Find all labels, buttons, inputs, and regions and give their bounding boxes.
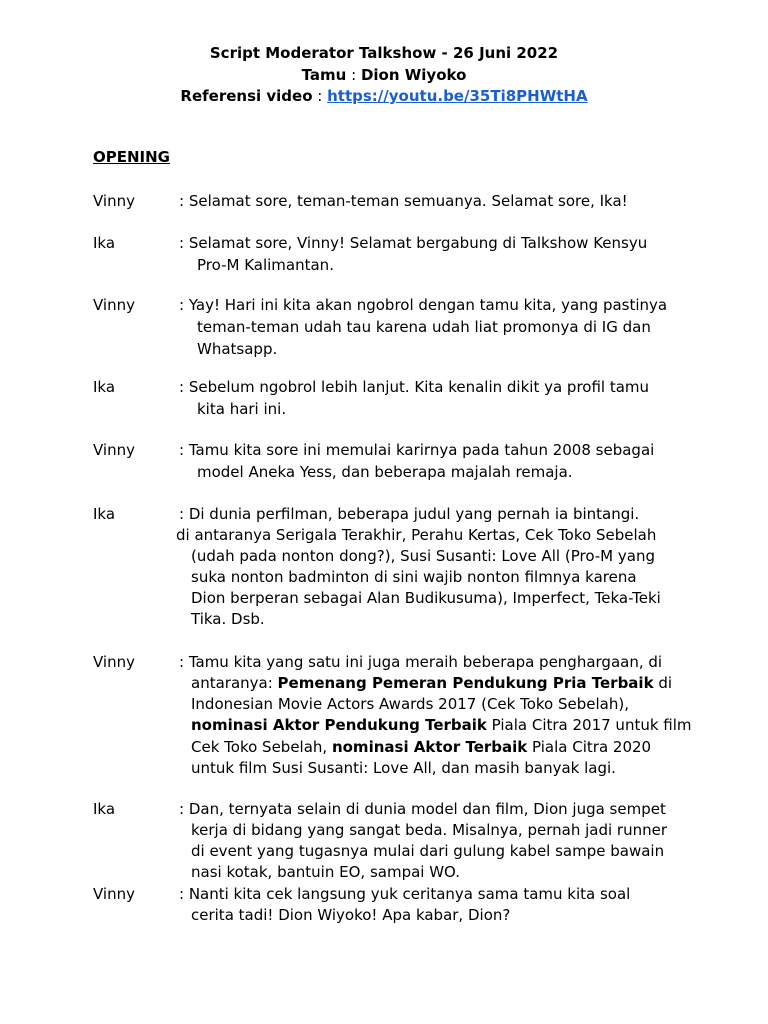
dialog-line xyxy=(191,738,651,756)
speaker-label: Vinny xyxy=(93,885,135,903)
dialog-line: di event yang tugasnya mulai dari gulung kabel sampe bawain xyxy=(191,842,665,860)
dialog-text: di xyxy=(653,674,673,692)
dialog-text: Piala Citra 2020 xyxy=(527,738,652,756)
guest-line xyxy=(0,66,768,84)
dialog-line: : Selamat sore, Vinny! Selamat bergabung di Talkshow Kensyu xyxy=(179,234,648,252)
speaker-label: Vinny xyxy=(93,441,135,459)
dialog-line: Whatsapp. xyxy=(197,340,278,358)
dialog-line: di antaranya Serigala Terakhir, Perahu Kertas, Cek Toko Sebelah xyxy=(176,526,657,544)
reference-separator: : xyxy=(312,87,328,105)
dialog-line xyxy=(191,716,692,734)
document-title: Script Moderator Talkshow - 26 Juni 2022 xyxy=(209,44,559,62)
dialog-line: untuk film Susi Susanti: Love All, dan masih banyak lagi. xyxy=(191,759,616,777)
dialog-text: antaranya: xyxy=(191,674,278,692)
award-nomination-text: nominasi Aktor Terbaik xyxy=(331,738,528,756)
dialog-line: : Yay! Hari ini kita akan ngobrol dengan tamu kita, yang pastinya xyxy=(179,296,668,314)
speaker-label: Vinny xyxy=(93,653,135,671)
section-title-opening: OPENING xyxy=(93,148,170,166)
dialog-line: : Tamu kita sore ini memulai karirnya pada tahun 2008 sebagai xyxy=(179,441,655,459)
dialog-line: : Selamat sore, teman-teman semuanya. Selamat sore, Ika! xyxy=(179,192,628,210)
dialog-line: (udah pada nonton dong?), Susi Susanti: Love All (Pro-M yang xyxy=(191,547,655,565)
award-winner-text: Pemenang Pemeran Pendukung Pria Terbaik xyxy=(277,674,654,692)
speaker-label: Ika xyxy=(93,234,116,252)
dialog-line: suka nonton badminton di sini wajib nonton filmnya karena xyxy=(191,568,637,586)
speaker-label: Ika xyxy=(93,800,116,818)
dialog-text: Piala Citra 2017 untuk film xyxy=(486,716,692,734)
dialog-line: Indonesian Movie Actors Awards 2017 (Cek Toko Sebelah), xyxy=(191,695,629,713)
dialog-line: teman-teman udah tau karena udah liat promonya di IG dan xyxy=(197,318,651,336)
dialog-line: : Tamu kita yang satu ini juga meraih beberapa penghargaan, di xyxy=(179,653,663,671)
guest-separator: : xyxy=(346,66,361,84)
speaker-label: Ika xyxy=(93,505,116,523)
dialog-line: : Sebelum ngobrol lebih lanjut. Kita kenalin dikit ya profil tamu xyxy=(179,378,650,396)
dialog-line: : Di dunia perfilman, beberapa judul yang pernah ia bintangi. xyxy=(179,505,640,523)
speaker-label: Ika xyxy=(93,378,116,396)
dialog-line: model Aneka Yess, dan beberapa majalah remaja. xyxy=(197,463,573,481)
dialog-line: kita hari ini. xyxy=(197,400,287,418)
dialog-text: Cek Toko Sebelah, xyxy=(191,738,332,756)
dialog-line: Dion berperan sebagai Alan Budikusuma), Imperfect, Teka-Teki xyxy=(191,589,661,607)
speaker-label: Vinny xyxy=(93,296,135,314)
dialog-line xyxy=(191,674,672,692)
guest-label: Tamu xyxy=(301,66,347,84)
dialog-line: : Nanti kita cek langsung yuk ceritanya sama tamu kita soal xyxy=(179,885,631,903)
reference-line xyxy=(0,87,768,105)
reference-video-link[interactable]: https://youtu.be/35Ti8PHWtHA xyxy=(327,87,588,105)
dialog-line: kerja di bidang yang sangat beda. Misalnya, pernah jadi runner xyxy=(191,821,667,839)
reference-label: Referensi video xyxy=(180,87,313,105)
dialog-line: cerita tadi! Dion Wiyoko! Apa kabar, Dion? xyxy=(191,906,511,924)
dialog-line: : Dan, ternyata selain di dunia model dan film, Dion juga sempet xyxy=(179,800,666,818)
dialog-line: Pro-M Kalimantan. xyxy=(197,256,334,274)
guest-name: Dion Wiyoko xyxy=(360,66,467,84)
award-nomination-text: nominasi Aktor Pendukung Terbaik xyxy=(191,716,487,734)
dialog-line: nasi kotak, bantuin EO, sampai WO. xyxy=(191,863,461,881)
dialog-line: Tika. Dsb. xyxy=(191,610,265,628)
speaker-label: Vinny xyxy=(93,192,135,210)
